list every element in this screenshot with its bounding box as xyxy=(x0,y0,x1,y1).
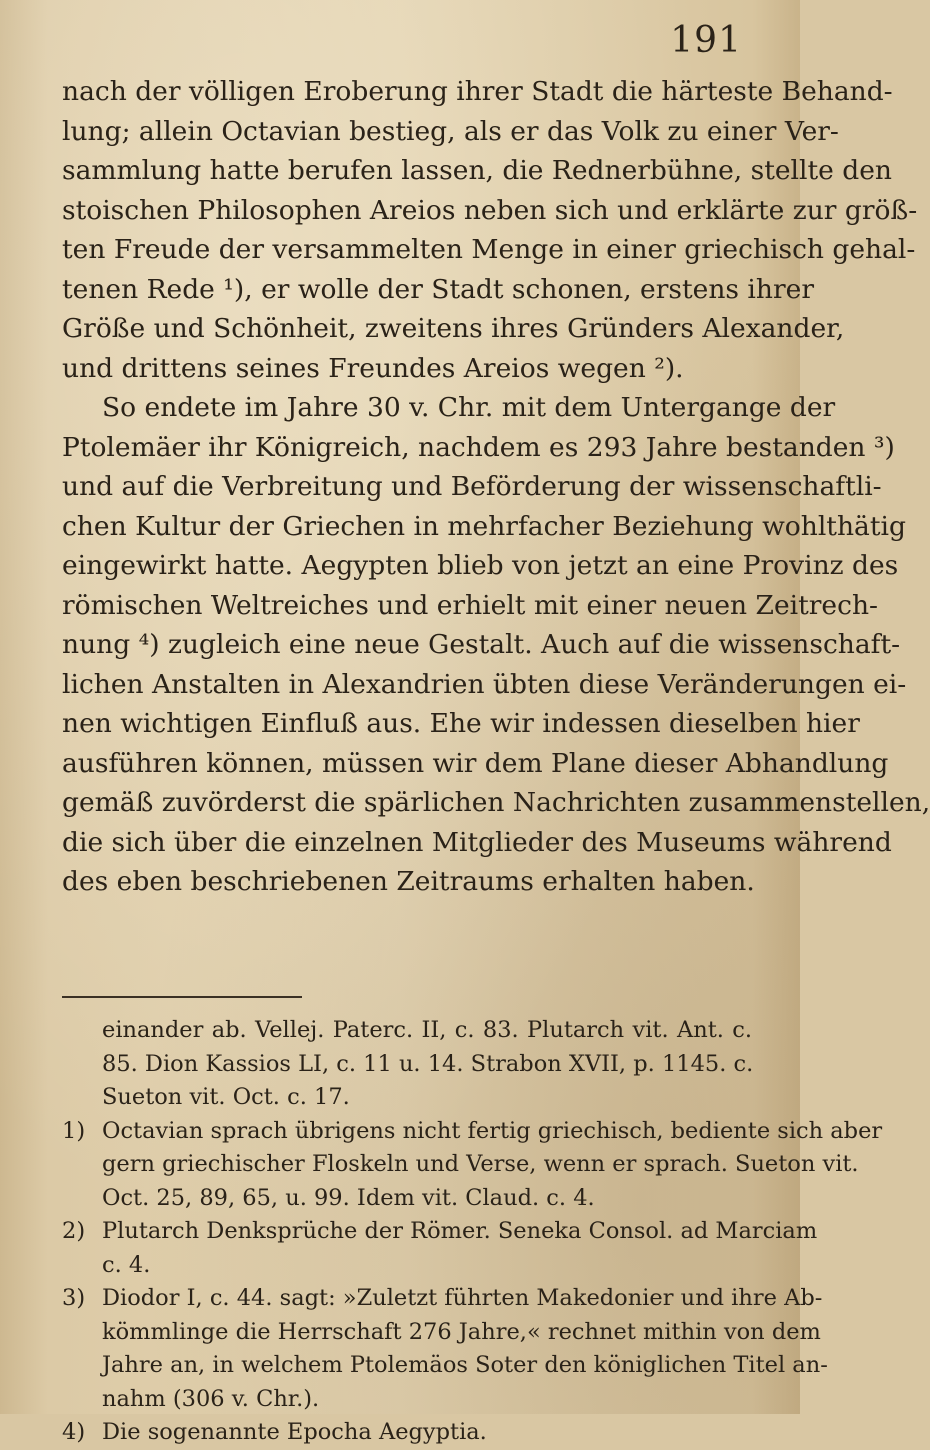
footnote-line: einander ab. Vellej. Paterc. II, c. 83. Plutarch vit. Ant. c. xyxy=(102,1017,752,1043)
text-line: die sich über die einzelnen Mitglieder des Museums während xyxy=(62,826,892,858)
footnote-marker: 4) xyxy=(62,1419,86,1445)
main-text xyxy=(62,72,930,902)
text-line: chen Kultur der Griechen in mehrfacher Beziehung wohlthätig xyxy=(62,510,906,542)
footnote-marker: 3) xyxy=(62,1285,86,1311)
footnote-line xyxy=(62,1115,883,1149)
footnote-text: Octavian sprach übrigens nicht fertig griechisch, bediente sich aber xyxy=(102,1117,883,1144)
text-line: Größe und Schönheit, zweitens ihres Gründers Alexander, xyxy=(62,313,845,344)
footnotes xyxy=(62,1014,883,1450)
footnote-line: c. 4. xyxy=(102,1251,151,1278)
footnote-marker: 1) xyxy=(62,1117,86,1144)
text-line: gemäß zuvörderst die spärlichen Nachrichten zusammenstellen, xyxy=(62,787,930,818)
footnote-line xyxy=(62,1282,823,1316)
footnote-line xyxy=(62,1416,752,1450)
footnote-line: Sueton vit. Oct. c. 17. xyxy=(102,1084,350,1110)
text-line: tenen Rede ¹), er wolle der Stadt schonen, erstens ihrer xyxy=(62,273,814,305)
footnote-line: kömmlinge die Herrschaft 276 Jahre,« rechnet mithin von dem xyxy=(102,1318,821,1345)
text-line: und auf die Verbreitung und Beförderung der wissenschaftli- xyxy=(62,471,882,502)
text-line: nung ⁴) zugleich eine neue Gestalt. Auch auf die wissenschaft- xyxy=(62,629,901,660)
text-line: So endete im Jahre 30 v. Chr. mit dem Untergange der xyxy=(102,392,836,423)
footnote-line xyxy=(62,1215,818,1249)
page-number: 191 xyxy=(670,20,742,61)
text-line: nach der völligen Eroberung ihrer Stadt die härteste Behand- xyxy=(62,76,893,107)
footnote-line: Oct. 25, 89, 65, u. 99. Idem vit. Claud. c. 4. xyxy=(102,1184,595,1211)
text-line: lichen Anstalten in Alexandrien übten diese Veränderungen ei- xyxy=(62,668,907,700)
footnote-line: gern griechischer Floskeln und Verse, wenn er sprach. Sueton vit. xyxy=(102,1151,859,1177)
footnote-text: Plutarch Denksprüche der Römer. Seneka Consol. ad Marciam xyxy=(102,1218,818,1244)
footnote-divider xyxy=(62,996,302,998)
footnote-line: 85. Dion Kassios LI, c. 11 u. 14. Strabon XVII, p. 1145. c. xyxy=(102,1050,754,1077)
text-line: römischen Weltreiches und erhielt mit einer neuen Zeitrech- xyxy=(62,589,878,621)
text-line: ten Freude der versammelten Menge in einer griechisch gehal- xyxy=(62,234,916,265)
text-line: und drittens seines Freundes Areios wegen ²). xyxy=(62,352,684,384)
text-line: Ptolemäer ihr Königreich, nachdem es 293 Jahre bestanden ³) xyxy=(62,431,895,463)
text-line: lung; allein Octavian bestieg, als er das Volk zu einer Ver- xyxy=(62,115,839,147)
footnote-line: nahm (306 v. Chr.). xyxy=(102,1385,320,1412)
text-line: eingewirkt hatte. Aegypten blieb von jetzt an eine Provinz des xyxy=(62,550,899,581)
text-line: ausführen können, müssen wir dem Plane dieser Abhandlung xyxy=(62,747,889,779)
text-line: sammlung hatte berufen lassen, die Rednerbühne, stellte den xyxy=(62,155,892,186)
footnote-marker: 2) xyxy=(62,1218,86,1244)
footnote-text: Die sogenannte Epocha Aegyptia. xyxy=(102,1419,487,1445)
text-line: nen wichtigen Einfluß aus. Ehe wir indessen dieselben hier xyxy=(62,708,860,739)
text-line: stoischen Philosophen Areios neben sich und erklärte zur größ- xyxy=(62,194,918,226)
text-line: des eben beschriebenen Zeitraums erhalten haben. xyxy=(62,866,755,897)
footnote-text: Diodor I, c. 44. sagt: »Zuletzt führten Makedonier und ihre Ab- xyxy=(102,1285,823,1311)
footnote-line: Jahre an, in welchem Ptolemäos Soter den königlichen Titel an- xyxy=(102,1352,828,1378)
